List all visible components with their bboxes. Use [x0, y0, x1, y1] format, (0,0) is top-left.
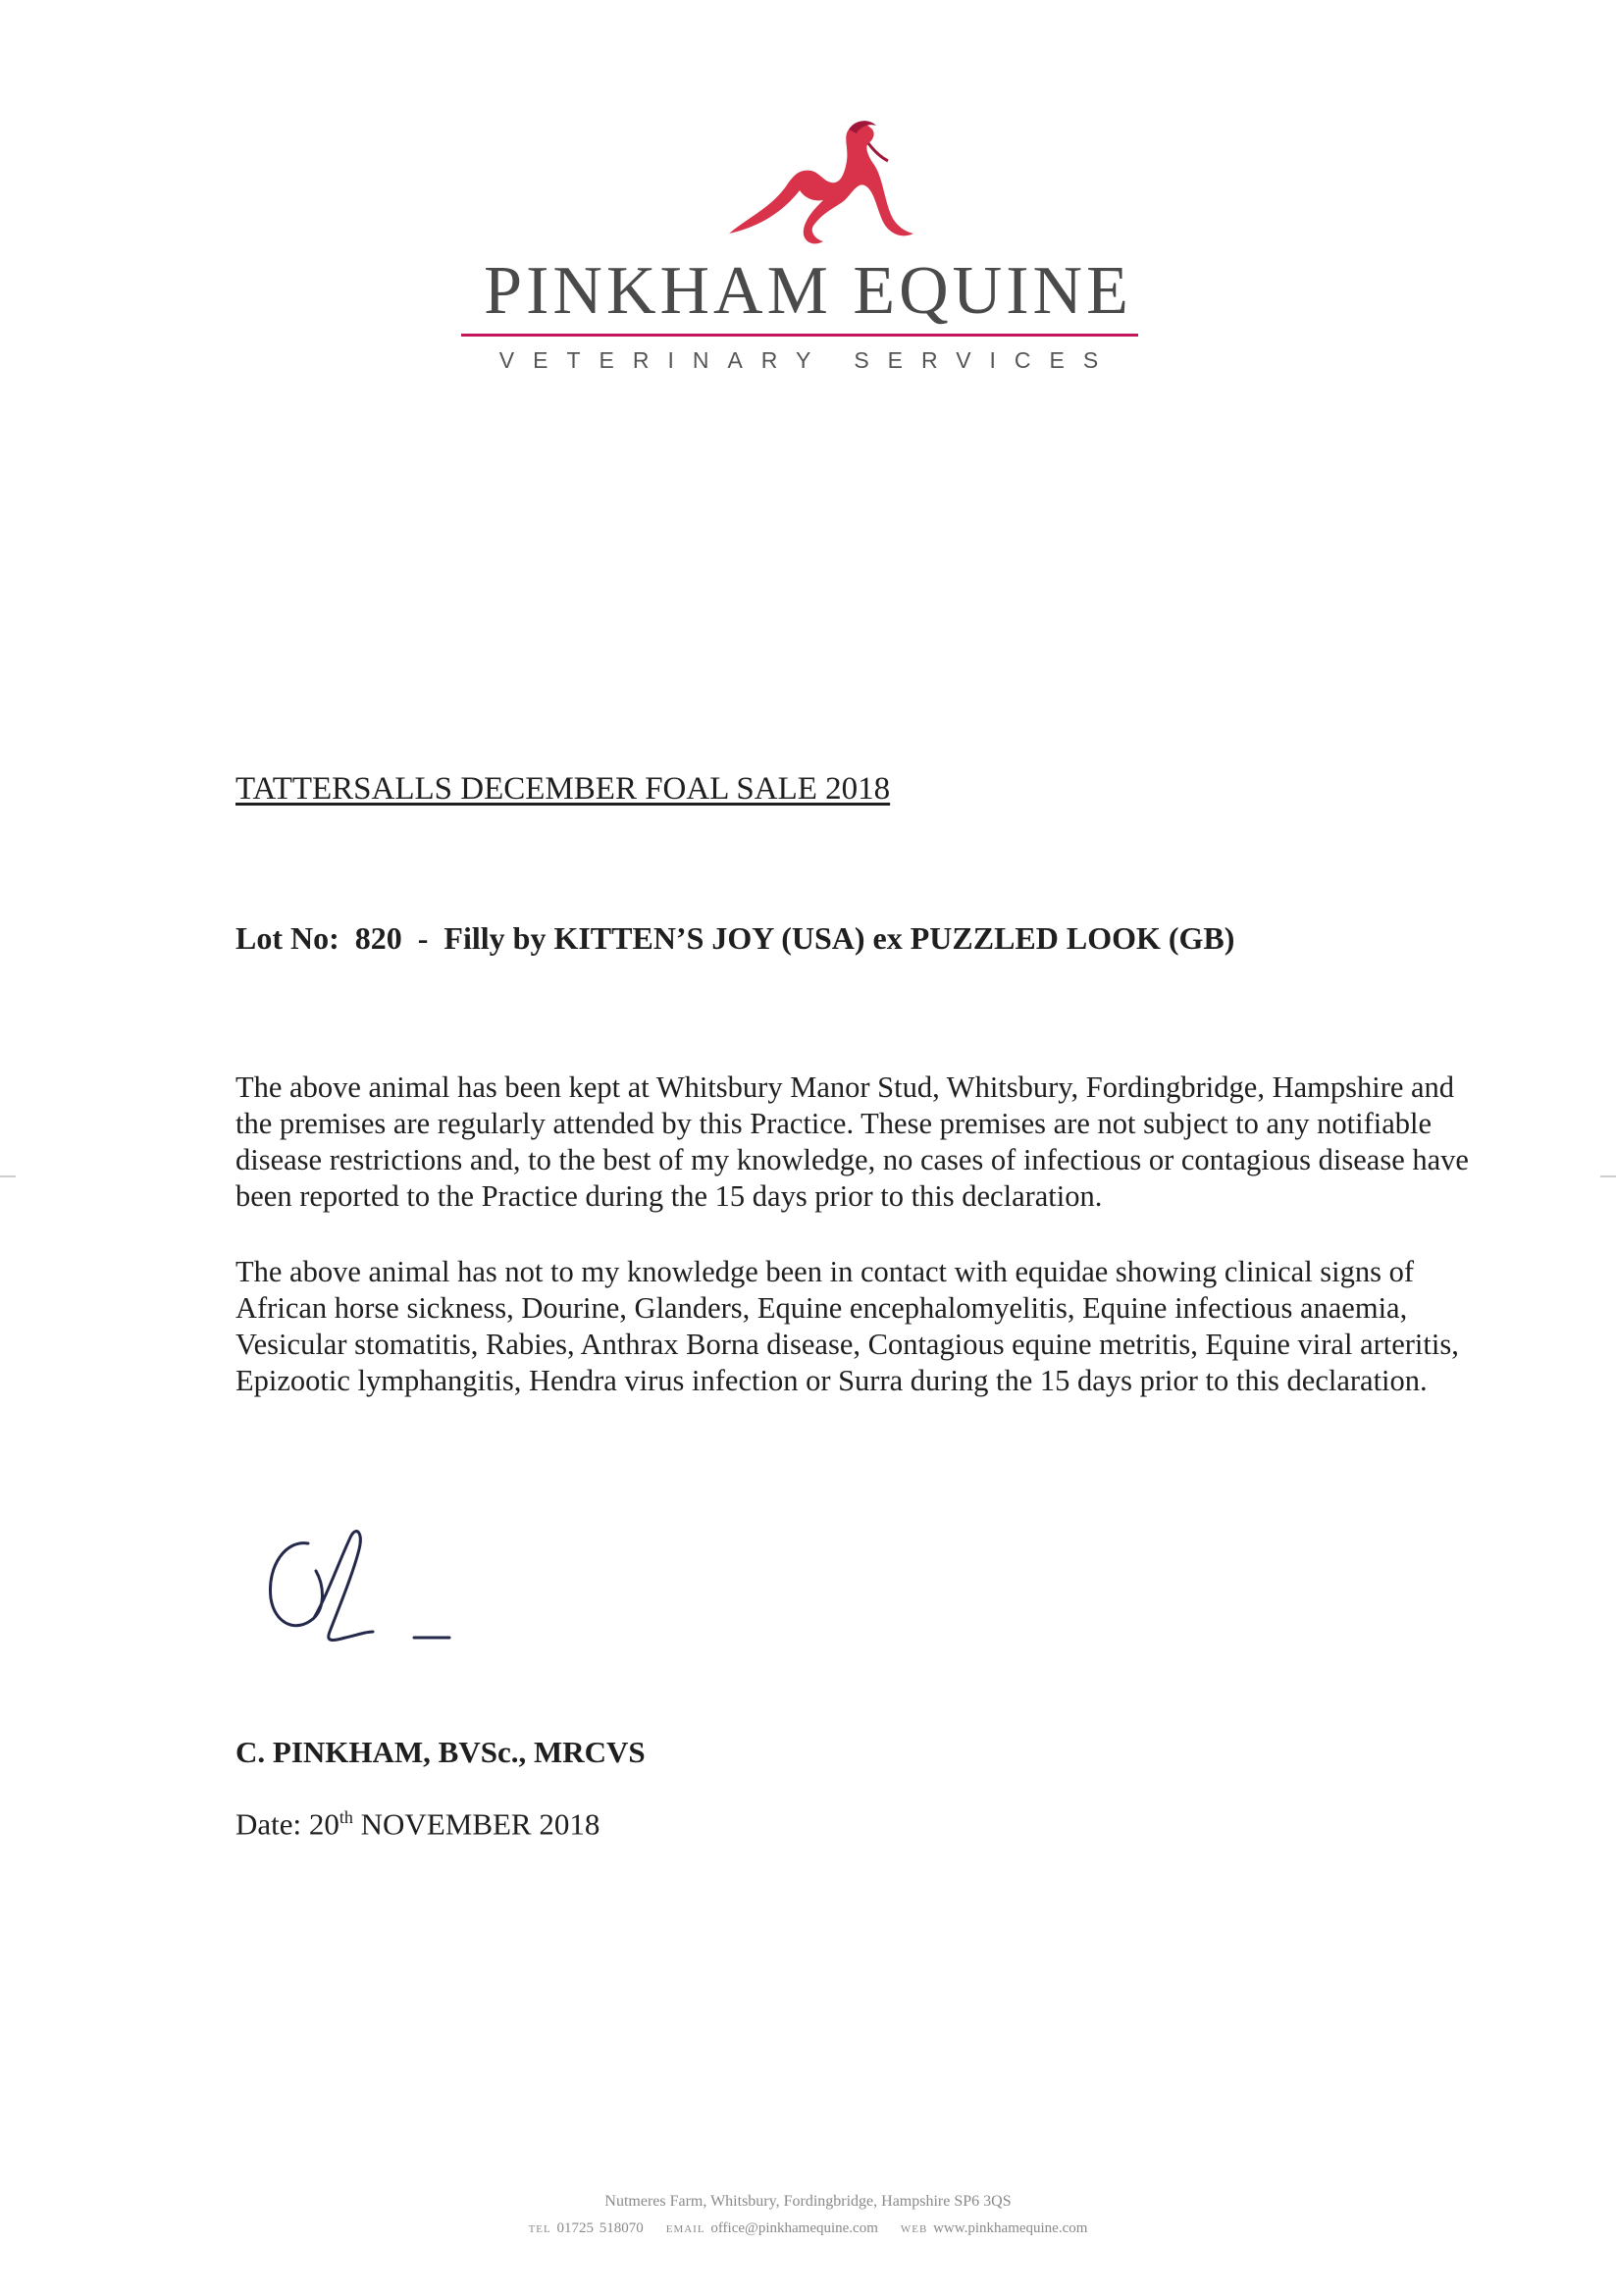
date-suffix: th: [339, 1807, 353, 1827]
signature: [257, 1516, 473, 1663]
sale-title: TATTERSALLS DECEMBER FOAL SALE 2018: [235, 771, 891, 807]
lot-line: Lot No: 820 - Filly by KITTEN’S JOY (USA) ex PUZZLED LOOK (GB): [235, 920, 1235, 956]
footer-contacts: [0, 2221, 1616, 2236]
date-label: Date:: [235, 1806, 302, 1842]
horse-logo-icon: [721, 118, 917, 255]
brand-divider: [461, 334, 1138, 337]
footer-address: Nutmeres Farm, Whitsbury, Fordingbridge, Hampshire SP6 3QS: [604, 2193, 1012, 2210]
signer-name: C. PINKHAM, BVSc., MRCVS: [235, 1735, 646, 1769]
premises-declaration: The above animal has been kept at Whitsbury Manor Stud, Whitsbury, Fordingbridge, Hampshire and the premises are regularly attended by this Practice. These premises are not subject to any notifiable disease restrictions and, to the best of my knowledge, no cases of infectious or contagious disease have been reported to the Practice during the 15 days prior to this declaration.: [235, 1070, 1469, 1213]
fold-mark-right: [1600, 1175, 1616, 1177]
date-day: 20: [308, 1806, 339, 1842]
date-month-year: NOVEMBER 2018: [360, 1806, 600, 1842]
declaration-date: [235, 1806, 600, 1842]
fold-mark-left: [0, 1175, 16, 1177]
footer-email: office@pinkhamequine.com: [710, 2220, 878, 2236]
footer-web: www.pinkhamequine.com: [933, 2220, 1088, 2236]
footer-email-label: EMAIL: [665, 2223, 705, 2235]
contact-declaration: The above animal has not to my knowledge been in contact with equidae showing clinical signs of African horse sickness, Dourine, Glanders, Equine encephalomyelitis, Equine infectious anaemia, Vesicular stomatitis, Rabies, Anthrax Borna disease, Contagious equine metritis, Equine viral arteritis, Epizootic lymphangitis, Hendra virus infection or Surra during the 15 days prior to this declaration.: [235, 1255, 1459, 1397]
brand-name: PINKHAM EQUINE: [484, 253, 1132, 329]
footer-tel-label: TEL: [528, 2223, 551, 2235]
brand-subtitle: VETERINARY SERVICES: [498, 347, 1118, 373]
footer-web-label: WEB: [900, 2223, 928, 2235]
footer-tel: 01725 518070: [556, 2220, 644, 2236]
